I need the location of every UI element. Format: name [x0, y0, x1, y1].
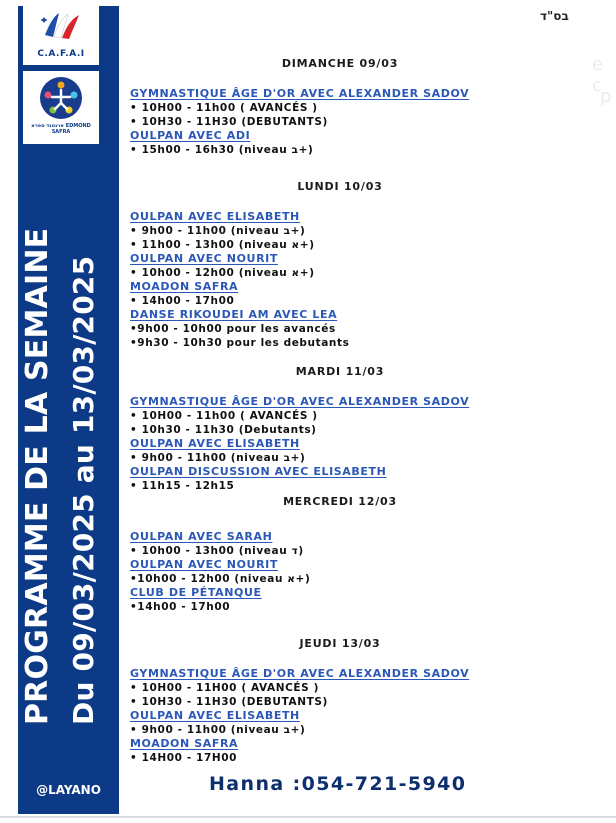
time-slot: • 10h00 - 12h00 (niveau א+): [130, 267, 315, 279]
time-slot: • 9h00 - 11h00 (niveau ב+): [130, 724, 306, 736]
time-slot: • 14h00 - 17h00: [130, 295, 235, 307]
time-slot: • 14H00 - 17H00: [130, 752, 238, 764]
time-slot: • 9h00 - 11h00 (niveau ב+): [130, 225, 306, 237]
time-slot: • 15h00 - 16h30 (niveau ב+): [130, 144, 314, 156]
vertical-title: [20, 228, 102, 725]
time-slot: • 10H00 - 11h00 ( AVANCÉS ): [130, 410, 318, 422]
activity-title[interactable]: OULPAN DISCUSSION AVEC ELISABETH: [130, 465, 387, 478]
social-handle: @LAYANO: [36, 783, 101, 797]
activity-title[interactable]: GYMNASTIQUE ÂGE D'OR AVEC ALEXANDER SADOV: [130, 395, 470, 408]
day-title: LUNDI 10/03: [297, 180, 383, 193]
activity-title[interactable]: GYMNASTIQUE ÂGE D'OR AVEC ALEXANDER SADOV: [130, 87, 470, 100]
safra-logo: [23, 71, 99, 144]
cafai-logo: [23, 5, 99, 65]
day-title: MARDI 11/03: [295, 365, 385, 378]
time-slot: •9h30 - 10h30 pour les debutants: [130, 337, 350, 349]
activity-title[interactable]: GYMNASTIQUE ÂGE D'OR AVEC ALEXANDER SADOV: [130, 667, 470, 680]
time-slot: • 9h00 - 11h00 (niveau ב+): [130, 452, 306, 464]
time-slot: • 11h15 - 12h15: [130, 480, 235, 492]
activity-title[interactable]: OULPAN AVEC ELISABETH: [130, 437, 300, 450]
time-slot: • 10H00 - 11h00 ( AVANCÉS ): [130, 102, 318, 114]
activity-title[interactable]: DANSE RIKOUDEI AM AVEC LEA: [130, 308, 338, 321]
background-ghost-text: p: [600, 86, 612, 107]
safra-logo-icon: [38, 75, 84, 121]
time-slot: • 10H00 - 11H00 ( AVANCÉS ): [130, 682, 320, 694]
time-slot: • 10H30 - 11H30 (DEBUTANTS): [130, 696, 328, 708]
activity-title[interactable]: OULPAN AVEC NOURIT: [130, 558, 278, 571]
activity-title[interactable]: OULPAN AVEC ELISABETH: [130, 210, 300, 223]
time-slot: •14h00 - 17h00: [130, 601, 231, 613]
activity-title[interactable]: OULPAN AVEC ADI: [130, 129, 251, 142]
programme-title: PROGRAMME DE LA SEMAINE: [20, 227, 55, 725]
time-slot: •10h00 - 12h00 (niveau א+): [130, 573, 311, 585]
activity-title[interactable]: OULPAN AVEC SARAH: [130, 530, 273, 543]
day-title: MERCREDI 12/03: [283, 495, 397, 508]
programme-dates: Du 09/03/2025 au 13/03/2025: [67, 255, 100, 725]
activity-title[interactable]: OULPAN AVEC ELISABETH: [130, 709, 300, 722]
besd-header: בס"ד: [540, 9, 569, 23]
activity-title[interactable]: MOADON SAFRA: [130, 737, 239, 750]
activity-title[interactable]: MOADON SAFRA: [130, 280, 239, 293]
safra-logo-text: ארגמנד ספרא EDMOND SAFRA: [31, 123, 91, 135]
time-slot: • 10h00 - 13h00 (niveau ד): [130, 545, 304, 557]
background-ghost-text: e c: [592, 54, 604, 96]
activity-title[interactable]: OULPAN AVEC NOURIT: [130, 252, 278, 265]
cafai-logo-text: C.A.F.A.I: [37, 49, 85, 59]
time-slot: •9h00 - 10h00 pour les avancés: [130, 323, 336, 335]
day-title: JEUDI 13/03: [299, 637, 381, 650]
flag-logo-icon: [39, 11, 83, 41]
page-bottom-line: [0, 816, 616, 818]
day-title: DIMANCHE 09/03: [281, 57, 399, 70]
contact-phone: Hanna :054-721-5940: [209, 773, 467, 795]
time-slot: • 10H30 - 11H30 (DEBUTANTS): [130, 116, 328, 128]
time-slot: • 10h30 - 11h30 (Debutants): [130, 424, 317, 436]
weekly-schedule: [130, 57, 550, 765]
time-slot: • 11h00 - 13h00 (niveau א+): [130, 239, 315, 251]
activity-title[interactable]: CLUB DE PÉTANQUE: [130, 586, 262, 599]
